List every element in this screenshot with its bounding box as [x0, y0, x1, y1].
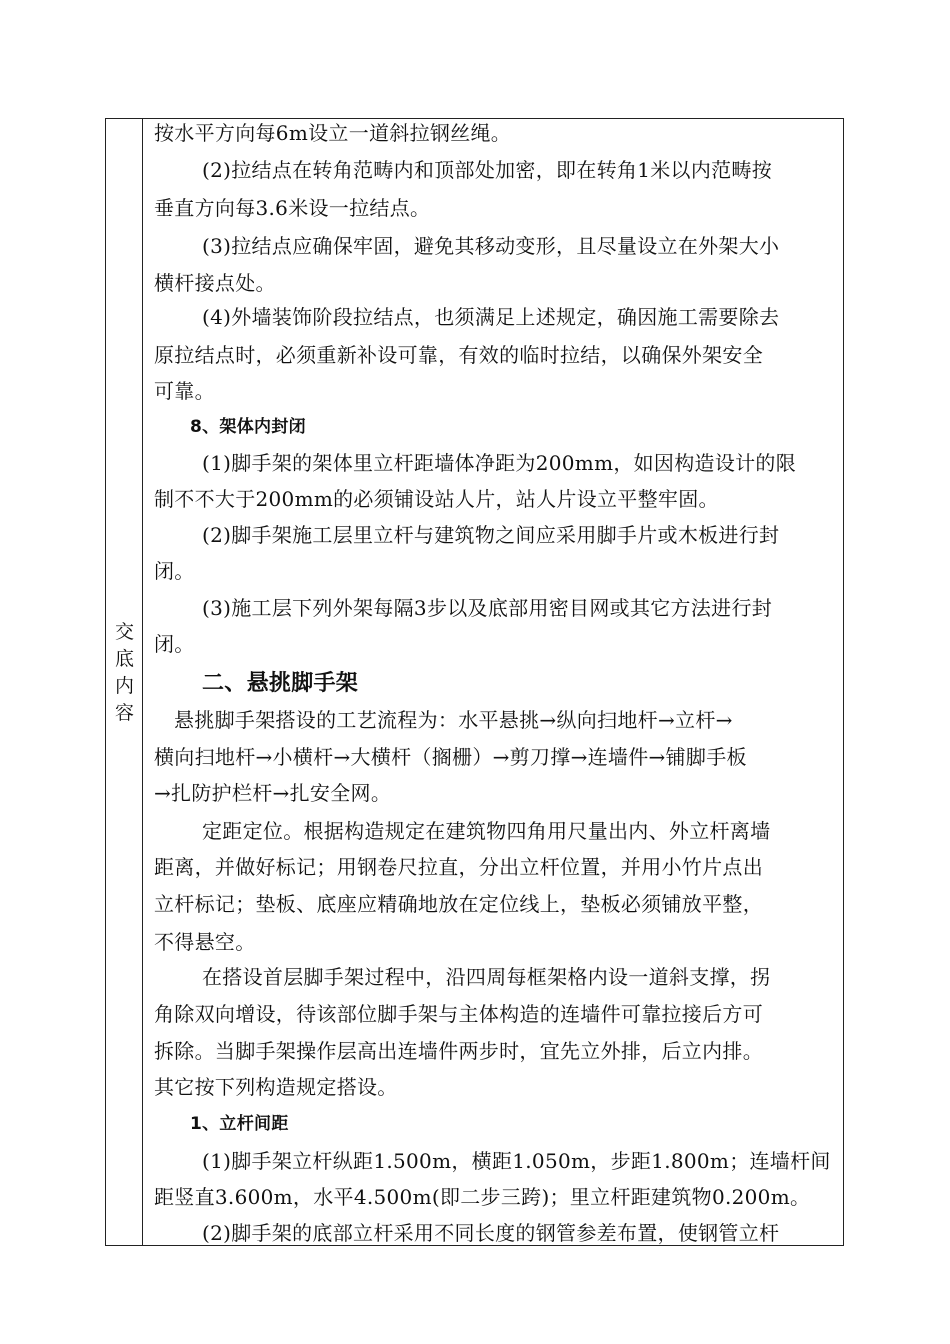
- text-line: 按水平方向每6m设立一道斜拉钢丝绳。: [154, 121, 512, 145]
- text-line: →扎防护栏杆→扎安全网。: [154, 781, 392, 805]
- side-label-char: 底: [114, 648, 134, 670]
- text-line: 制不不大于200mm的必须铺设站人片，站人片设立平整牢固。: [154, 487, 719, 511]
- chapter-heading: 二、悬挑脚手架: [202, 671, 359, 696]
- text-line: 定距定位。根据构造规定在建筑物四角用尺量出内、外立杆离墙: [202, 819, 771, 843]
- text-line: 横杆接点处。: [154, 271, 276, 295]
- section-heading: 1、立杆间距: [190, 1114, 289, 1134]
- text-line: 角除双向增设，待该部位脚手架与主体构造的连墙件可靠拉接后方可: [154, 1002, 763, 1026]
- text-line: 可靠。: [154, 379, 215, 403]
- section-heading: 8、架体内封闭: [190, 417, 306, 437]
- disclosure-table: [105, 118, 844, 1246]
- text-line: 立杆标记；垫板、底座应精确地放在定位线上，垫板必须铺放平整，: [154, 892, 763, 916]
- text-line: 闭。: [154, 559, 195, 583]
- text-line: (3)施工层下列外架每隔3步以及底部用密目网或其它方法进行封: [202, 596, 773, 620]
- text-line: (2)拉结点在转角范畴内和顶部处加密，即在转角1米以内范畴按: [202, 158, 773, 182]
- text-line: 距竖直3.600m，水平4.500m(即二步三跨)；里立杆距建筑物0.200m。: [154, 1185, 811, 1209]
- text-line: 距离，并做好标记；用钢卷尺拉直，分出立杆位置，并用小竹片点出: [154, 855, 763, 879]
- text-line: (2)脚手架的底部立杆采用不同长度的钢管参差布置，使钢管立杆: [202, 1221, 780, 1245]
- side-label-char: 容: [114, 702, 134, 724]
- text-line: 其它按下列构造规定搭设。: [154, 1075, 398, 1099]
- text-line: 闭。: [154, 632, 195, 656]
- text-line: 垂直方向每3.6米设一拉结点。: [154, 196, 431, 220]
- label-column: [106, 119, 143, 1245]
- text-line: 在搭设首层脚手架过程中，沿四周每框架格内设一道斜支撑，拐: [202, 965, 771, 989]
- text-line: 拆除。当脚手架操作层高出连墙件两步时，宜先立外排，后立内排。: [154, 1039, 763, 1063]
- text-line: (1)脚手架的架体里立杆距墙体净距为200mm，如因构造设计的限: [202, 451, 797, 475]
- text-line: (2)脚手架施工层里立杆与建筑物之间应采用脚手片或木板进行封: [202, 523, 780, 547]
- text-line: (1)脚手架立杆纵距1.500m，横距1.050m，步距1.800m；连墙杆间: [202, 1149, 831, 1173]
- side-label: [106, 619, 143, 727]
- text-line: (3)拉结点应确保牢固，避免其移动变形，且尽量设立在外架大小: [202, 234, 780, 258]
- text-line: 原拉结点时，必须重新补设可靠，有效的临时拉结，以确保外架安全: [154, 343, 763, 367]
- side-label-char: 内: [114, 675, 134, 697]
- side-label-char: 交: [114, 621, 134, 643]
- text-line: 横向扫地杆→小横杆→大横杆（搁栅）→剪刀撑→连墙件→铺脚手板: [154, 745, 747, 769]
- text-line: 不得悬空。: [154, 930, 256, 954]
- text-line: 悬挑脚手架搭设的工艺流程为：水平悬挑→纵向扫地杆→立杆→: [174, 708, 733, 732]
- text-line: (4)外墙装饰阶段拉结点，也须满足上述规定，确因施工需要除去: [202, 305, 780, 329]
